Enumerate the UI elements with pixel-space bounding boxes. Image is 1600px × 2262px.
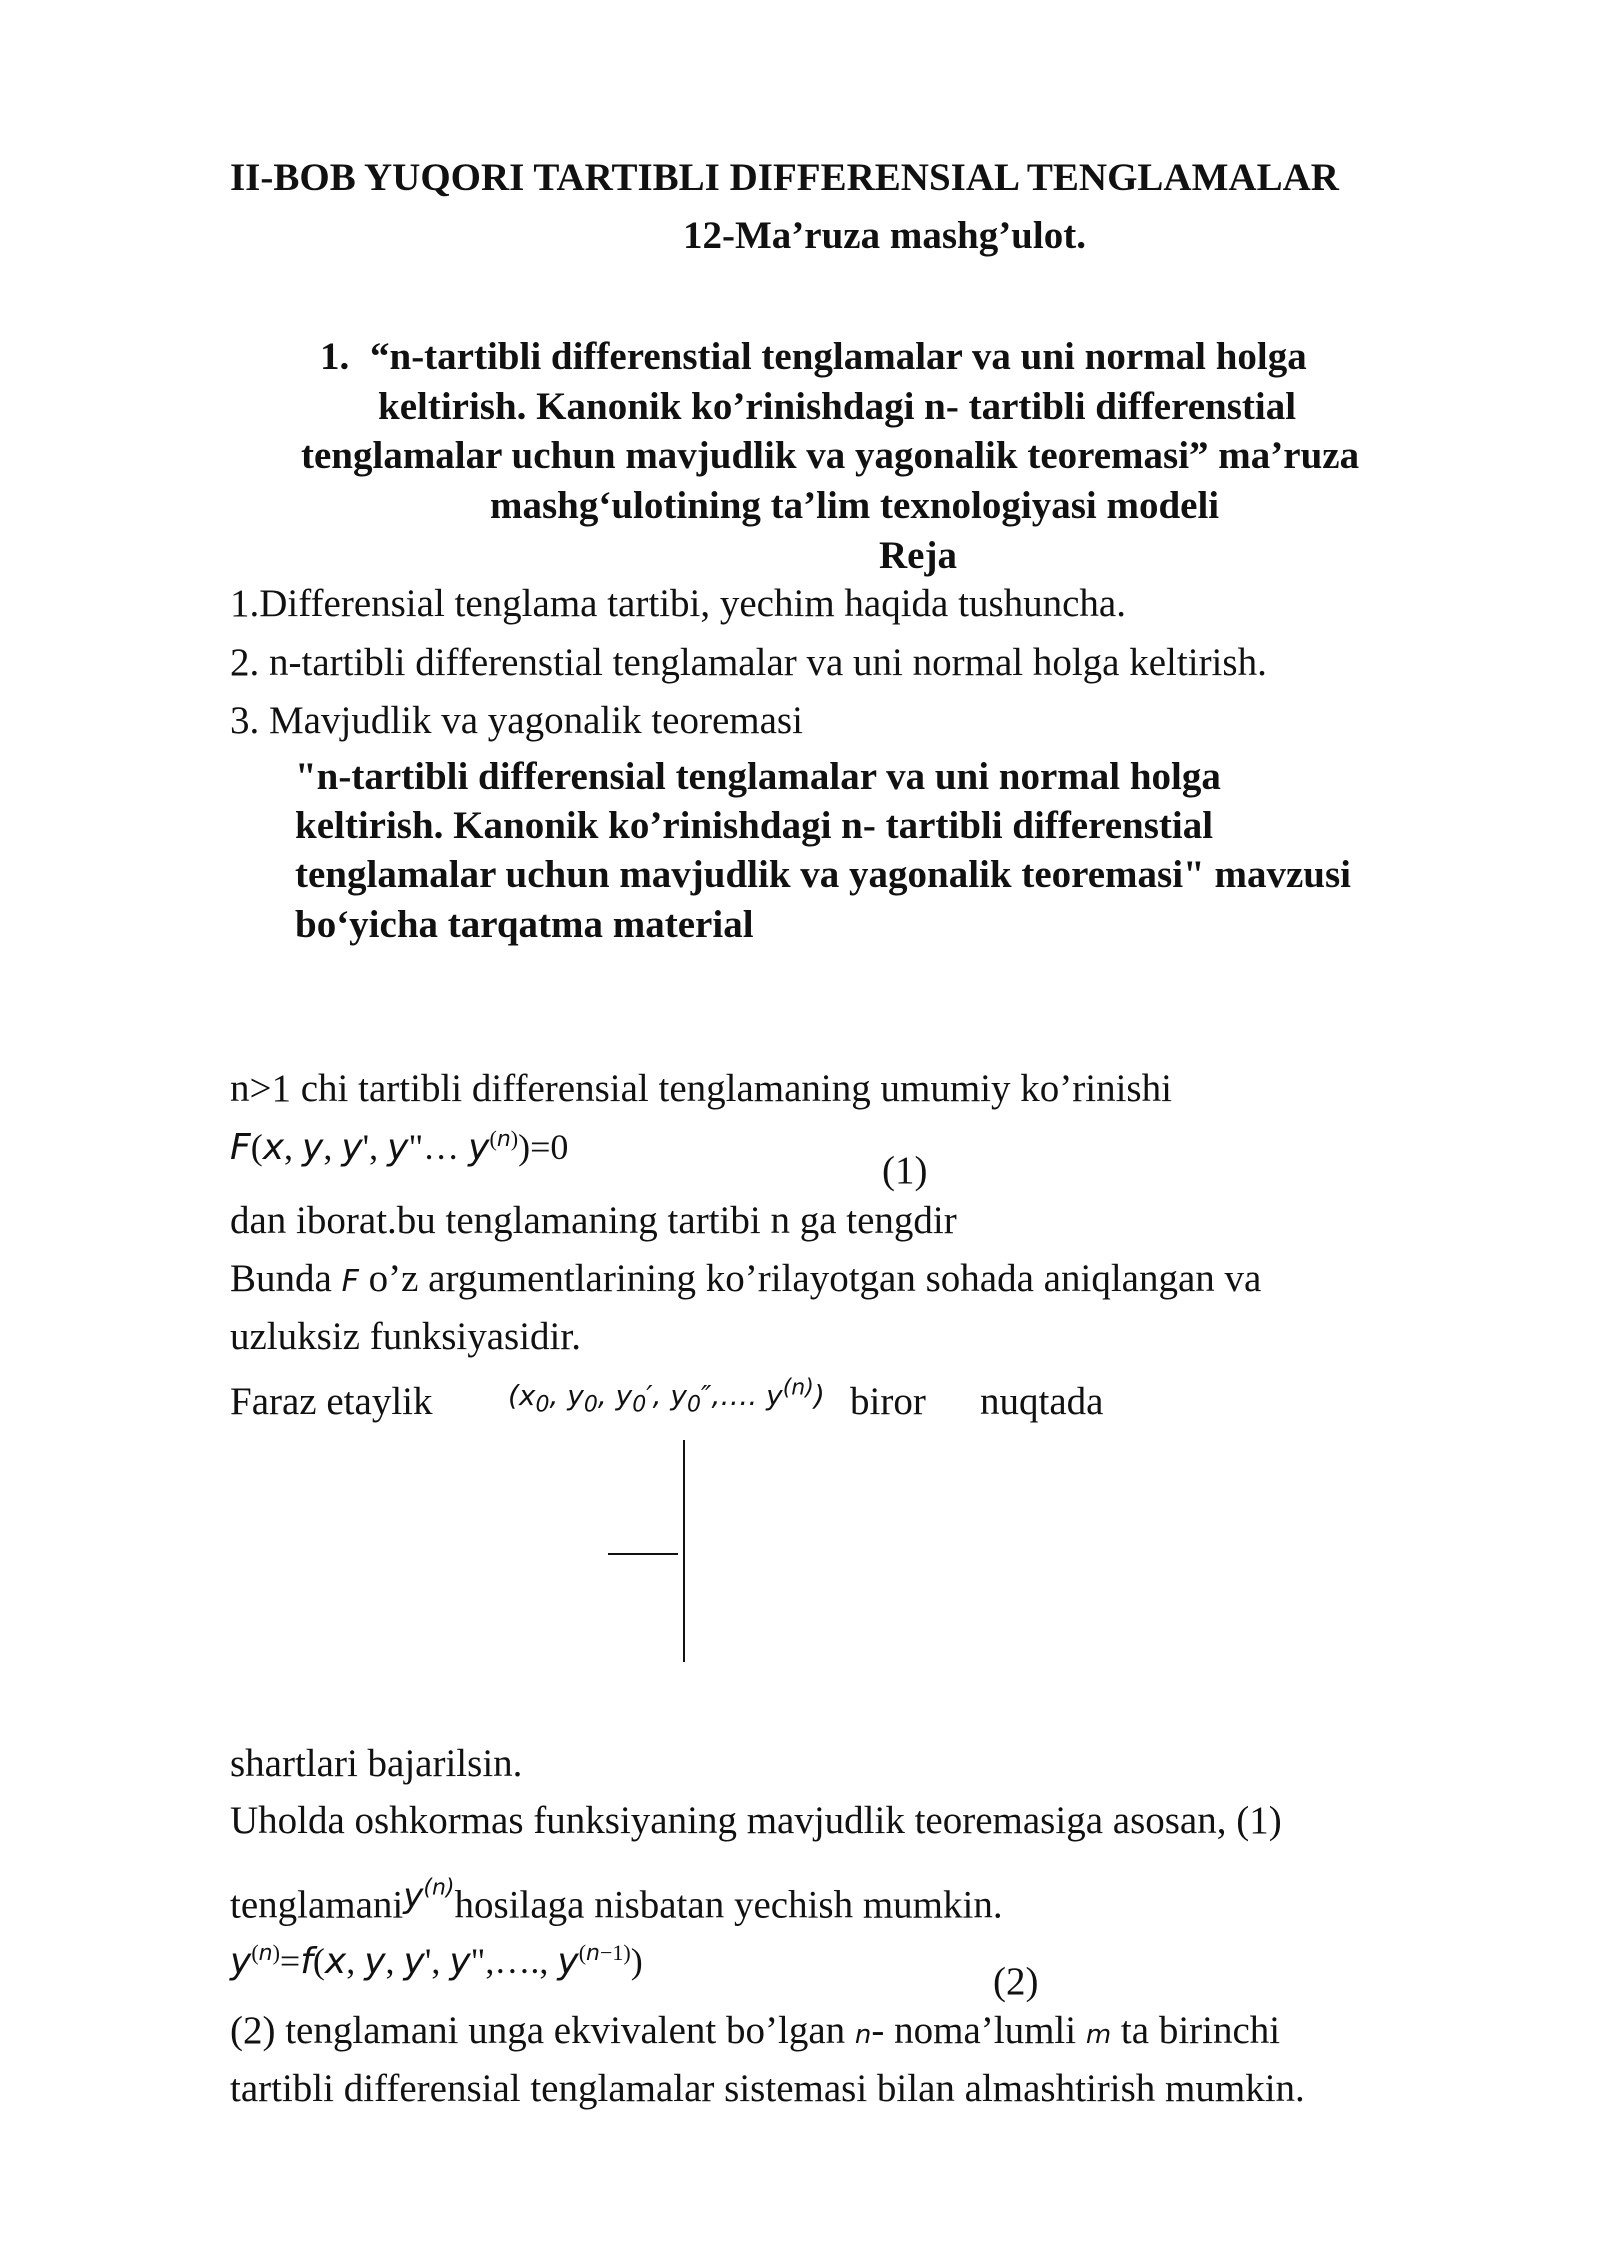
equation-1-label: (1): [882, 1149, 928, 1192]
topic-line-1: “n-tartibli differenstial tenglamalar va uni normal holga: [370, 335, 1307, 378]
handout-line-2: keltirish. Kanonik ko’rinishdagi n- tartibli differenstial: [295, 804, 1214, 847]
lecture-title: 12-Ma’ruza mashg’ulot.: [683, 214, 1086, 257]
handout-line-4: bo‘yicha tarqatma material: [295, 903, 754, 946]
plan-item-1: 1.Differensial tenglama tartibi, yechim haqida tushuncha.: [230, 582, 1126, 625]
chapter-title: II-BOB YUQORI TARTIBLI DIFFERENSIAL TENGLAMALAR: [230, 156, 1339, 199]
paragraph-implicit-theorem: Uholda oshkormas funksiyaning mavjudlik teoremasiga asosan, (1): [230, 1799, 1282, 1842]
paragraph-equivalent-system: (2) tenglamani unga ekvivalent bo’lgan n- noma’lumli m ta birinchi: [230, 2009, 1281, 2052]
paragraph-solve: tenglamaniy$^{(n)}$hosilaga nisbatan yechish mumkin.: [230, 1876, 1003, 1927]
plan-item-2: 2. n-tartibli differenstial tenglamalar va uni normal holga keltirish.: [230, 641, 1267, 684]
handout-line-1: "n-tartibli differensial tenglamalar va uni normal holga: [295, 755, 1221, 798]
paragraph-replace: tartibli differensial tenglamalar sistemasi bilan almashtirish mumkin.: [230, 2067, 1305, 2110]
initial-point-expression: ($x_0$, $y_0$, $y_0'$, $y_0'',\dots$. $y^{(n)}$): [508, 1376, 825, 1418]
handout-line-3: tenglamalar uchun mavjudlik va yagonalik teoremasi" mavzusi: [295, 853, 1351, 896]
equation-2: $y^{(n)}=f(x$, y, y', y",…., $y^{(n-1)}$): [230, 1940, 643, 1982]
derivative-vertical-bar: [683, 1440, 685, 1662]
paragraph-faraz-biror: biror: [850, 1380, 926, 1423]
paragraph-general-form: n>1 chi tartibli differensial tenglamaning umumiy ko’rinishi: [230, 1067, 1172, 1110]
plan-heading: Reja: [879, 534, 957, 577]
paragraph-conditions: shartlari bajarilsin.: [230, 1742, 523, 1785]
plan-item-3: 3. Mavjudlik va yagonalik teoremasi: [230, 699, 803, 742]
topic-line-2: keltirish. Kanonik ko’rinishdagi n- tartibli differenstial: [378, 385, 1297, 428]
equation-1: F(x, y, y', y"… $y^{(n)})=0$: [230, 1126, 569, 1168]
paragraph-bunda: Bunda F o’z argumentlarining ko’rilayotgan sohada aniqlangan va: [230, 1257, 1262, 1300]
topic-line-4: mashg‘ulotining ta’lim texnologiyasi modeli: [490, 484, 1220, 527]
paragraph-order: dan iborat.bu tenglamaning tartibi n ga tengdir: [230, 1199, 957, 1242]
topic-number: 1.: [320, 335, 350, 378]
paragraph-faraz-label: Faraz etaylik: [230, 1380, 433, 1423]
paragraph-faraz-nuqtada: nuqtada: [980, 1380, 1104, 1423]
paragraph-continuous: uzluksiz funksiyasidir.: [230, 1315, 581, 1358]
topic-line-3: tenglamalar uchun mavjudlik va yagonalik teoremasi” ma’ruza: [301, 434, 1360, 477]
derivative-fraction-bar: [608, 1553, 678, 1555]
equation-2-label: (2): [993, 1960, 1039, 2003]
